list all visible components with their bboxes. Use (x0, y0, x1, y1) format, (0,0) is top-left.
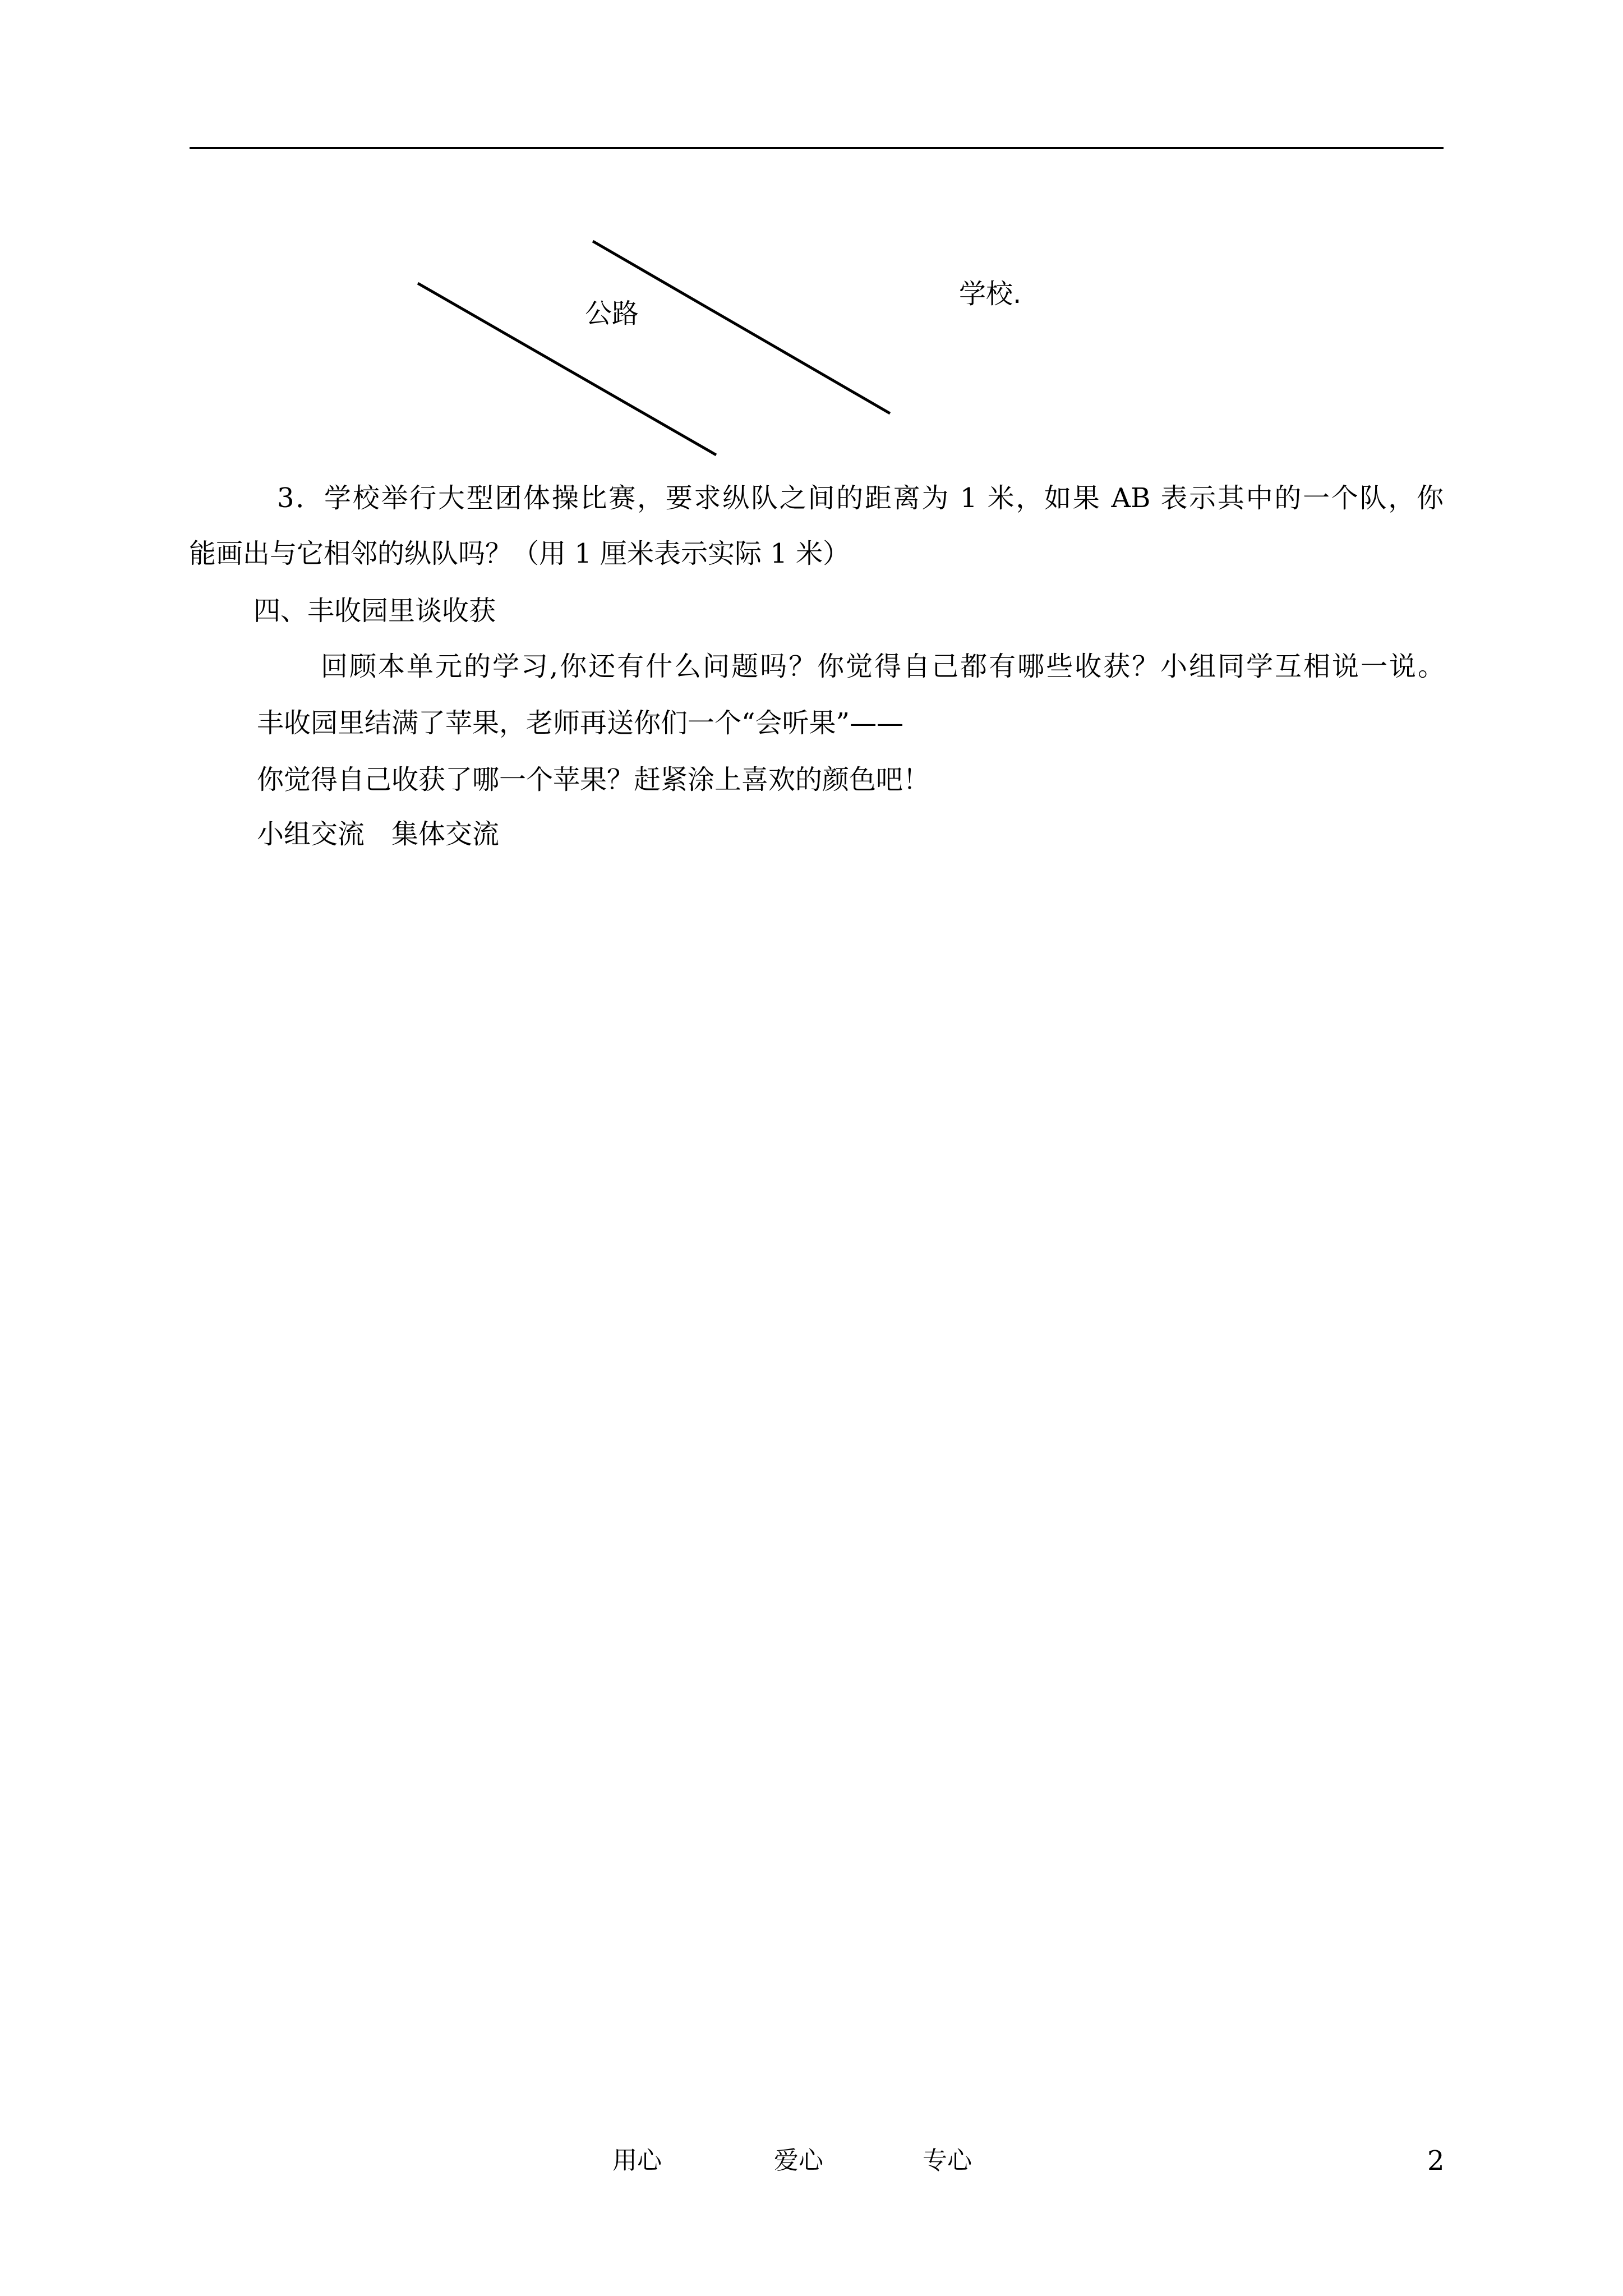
section-4-paragraph-2: 丰收园里结满了苹果，老师再送你们一个“会听果”—— (257, 707, 904, 739)
question-3-line-1: 3．学校举行大型团体操比赛，要求纵队之间的距离为 1 米，如果 AB 表示其中的一个队，你 (277, 482, 1444, 514)
road-edge-left (418, 283, 716, 455)
section-4-title: 四、丰收园里谈收获 (253, 595, 496, 627)
page-number: 2 (1427, 2145, 1445, 2177)
section-4-paragraph-1: 回顾本单元的学习,你还有什么问题吗？你觉得自己都有哪些收获？小组同学互相说一说。 (321, 651, 1445, 682)
section-4-paragraph-3: 你觉得自己收获了哪一个苹果？赶紧涂上喜欢的颜色吧！ (257, 764, 930, 795)
footer-slogan-1: 用心 (612, 2146, 662, 2175)
road-school-diagram (0, 0, 1623, 505)
road-label: 公路 (585, 298, 639, 329)
question-3-line-2: 能画出与它相邻的纵队吗？（用 1 厘米表示实际 1 米） (189, 538, 850, 569)
footer-slogan-3: 专心 (923, 2146, 972, 2175)
road-lines-svg (0, 0, 1623, 505)
footer-slogan-2: 爱心 (774, 2146, 823, 2175)
school-label: 学校. (959, 278, 1022, 310)
section-4-paragraph-4: 小组交流 集体交流 (257, 818, 500, 850)
